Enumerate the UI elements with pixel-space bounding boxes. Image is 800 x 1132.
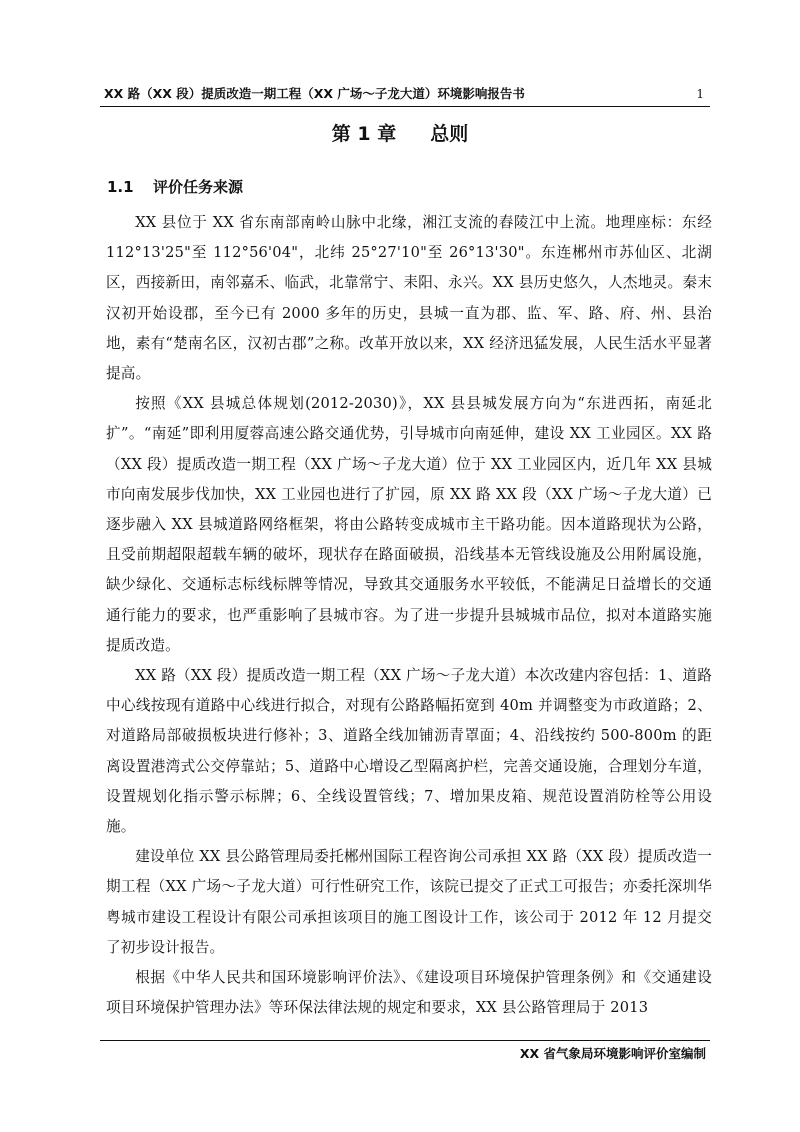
- footer-organization: XX 省气象局环境影响评价室编制: [519, 1046, 706, 1061]
- paragraph: 按照《XX 县城总体规划(2012-2030)》，XX 县县城发展方向为“东进西拓，南延北扩”。“南延”即利用厦蓉高速公路交通优势，引导城市向南延伸，建设 XX 工业园区。XX 路（XX 段）提质改造一期工程（XX 广场～子龙大道）位于 XX 工业园区内，近几年 XX 县城市向南发展步伐加快，XX 工业园也进行了扩园，原 XX 路 XX 段（XX 广场～子龙大道）已逐步融入 XX 县城道路网络框架，将由公路转变成城市主干路功能。因本道路现状为公路，且受前期超限超载车辆的破坏，现状存在路面破损，沿线基本无管线设施及公用附属设施，缺少绿化、交通标志标线标牌等情况，导致其交通服务水平较低，不能满足日益增长的交通通行能力的要求，也严重影响了县城市容。为了进一步提升县城城市品位，拟对本道路实施提质改造。: [106, 395, 712, 654]
- page-number: 1: [696, 87, 704, 101]
- section-title: 评价任务来源: [153, 178, 244, 196]
- chapter-heading: [0, 120, 800, 148]
- body-text: [106, 208, 712, 1023]
- chapter-title: 总则: [430, 123, 469, 145]
- section-number: 1.1: [107, 178, 134, 196]
- section-heading: [107, 176, 243, 198]
- chapter-number: 第 1 章: [331, 123, 397, 145]
- page-header: [100, 84, 710, 107]
- header-title: XX 路（XX 段）提质改造一期工程（XX 广场～子龙大道）环境影响报告书: [104, 86, 525, 101]
- paragraph: 根据《中华人民共和国环境影响评价法》、《建设项目环境保护管理条例》和《交通建设项目环境保护管理办法》等环保法律法规的规定和要求，XX 县公路管理局于 2013: [106, 969, 712, 1017]
- page-footer: [100, 1040, 710, 1065]
- paragraph: XX 路（XX 段）提质改造一期工程（XX 广场～子龙大道）本次改建内容包括：1、道路中心线按现有道路中心线进行拟合，对现有公路路幅拓宽到 40m 并调整变为市政道路；2、对道路局部破损板块进行修补；3、道路全线加铺沥青罩面；4、沿线按约 500-800m 的距离设置港湾式公交停靠站；5、道路中心增设乙型隔离护栏，完善交通设施，合理划分车道，设置规划化指示警示标牌；6、全线设置管线；7、增加果皮箱、规范设置消防栓等公用设施。: [106, 667, 712, 836]
- paragraph: 建设单位 XX 县公路管理局委托郴州国际工程咨询公司承担 XX 路（XX 段）提质改造一期工程（XX 广场～子龙大道）可行性研究工作，该院已提交了正式工可报告；亦委托深圳华粤城市建设工程设计有限公司承担该项目的施工图设计工作，该公司于 2012 年 12 月提交了初步设计报告。: [106, 848, 712, 956]
- paragraph: XX 县位于 XX 省东南部南岭山脉中北缘，湘江支流的舂陵江中上流。地理座标：东经 112°13'25"至 112°56'04"，北纬 25°27'10"至 26°13'30"。东连郴州市苏仙区、北湖区，西接新田，南邻嘉禾、临武，北靠常宁、耒阳、永兴。XX 县历史悠久，人杰地灵。秦末汉初开始设郡，至今已有 2000 多年的历史，县城一直为郡、监、军、路、府、州、县治地，素有“楚南名区，汉初古郡”之称。改革开放以来，XX 经济迅猛发展，人民生活水平显著提高。: [106, 214, 712, 383]
